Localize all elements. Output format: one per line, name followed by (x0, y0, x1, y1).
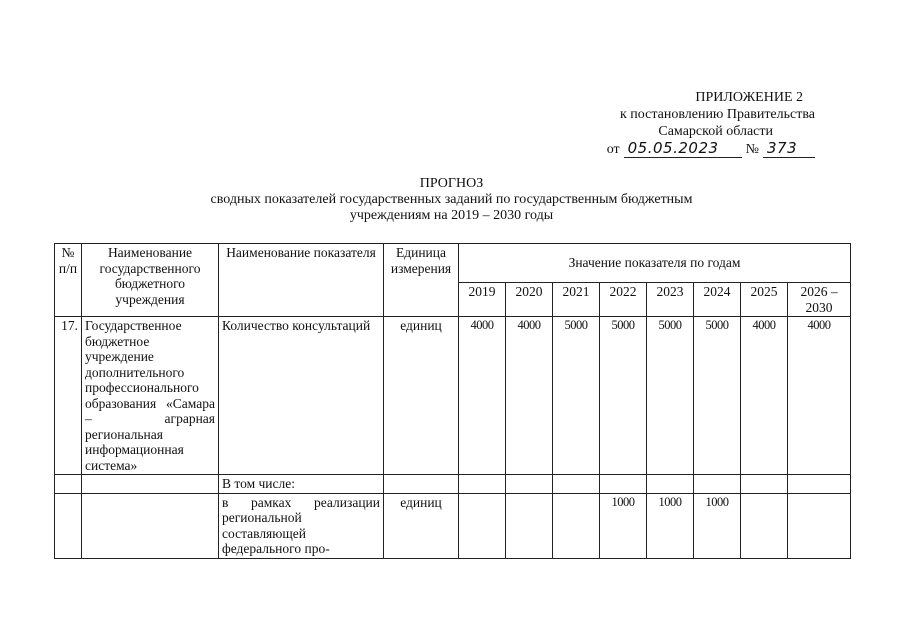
title-subtitle-2: учреждениям на 2019 – 2030 годы (349, 208, 554, 223)
table-row-including-label (55, 475, 851, 494)
document-title (0, 176, 903, 224)
appendix-resolution: к постановлению Правительства (619, 107, 815, 122)
appendix-title: ПРИЛОЖЕНИЕ 2 (695, 90, 803, 105)
value-cell (506, 493, 553, 558)
appendix-date-line (555, 140, 815, 158)
institution-name: Государственное бюджетное учреждение дополнительного профессионального образования «Самара – аграрная региональная информационная система» (82, 317, 219, 475)
number-label: № (745, 142, 759, 157)
value-cell (788, 493, 851, 558)
value-cell: 4000 (506, 317, 553, 475)
header-institution: Наименование государственного бюджетного учреждения (82, 244, 219, 317)
table-row-17 (55, 317, 851, 475)
header-year: 2023 (647, 283, 694, 317)
value-cell: 4000 (788, 317, 851, 475)
including-label: В том числе: (219, 475, 384, 494)
including-indicator: в рамках реализации региональной составляющей федерального про- (219, 493, 384, 558)
value-cell: 1000 (600, 493, 647, 558)
header-indicator: Наименование показателя (219, 244, 384, 317)
value-cell: 5000 (600, 317, 647, 475)
table-row-including (55, 493, 851, 558)
value-cell: 5000 (553, 317, 600, 475)
value-cell: 5000 (647, 317, 694, 475)
value-cell: 1000 (647, 493, 694, 558)
header-year: 2019 (459, 283, 506, 317)
title-heading: ПРОГНОЗ (419, 176, 484, 191)
header-year: 2024 (694, 283, 741, 317)
indicator-name: Количество консультаций (219, 317, 384, 475)
value-cell: 4000 (741, 317, 788, 475)
value-cell (741, 493, 788, 558)
including-unit: единиц (384, 493, 459, 558)
value-cell (459, 493, 506, 558)
appendix-region: Самарской области (658, 124, 773, 139)
header-values-group: Значение показателя по годам (459, 244, 851, 283)
handwritten-number: 373 (763, 140, 815, 158)
title-subtitle-1: сводных показателей государственных заданий по государственным бюджетным (210, 192, 693, 207)
from-label: от (606, 142, 620, 157)
header-year: 2022 (600, 283, 647, 317)
value-cell (553, 493, 600, 558)
handwritten-date: 05.05.2023 (624, 140, 742, 158)
row-number: 17. (55, 317, 82, 475)
header-year: 2025 (741, 283, 788, 317)
header-year: 2026 – 2030 (788, 283, 851, 317)
value-cell: 4000 (459, 317, 506, 475)
unit-cell: единиц (384, 317, 459, 475)
header-row-1 (55, 244, 851, 283)
value-cell: 1000 (694, 493, 741, 558)
value-cell: 5000 (694, 317, 741, 475)
header-unit: Единица измерения (384, 244, 459, 317)
header-year: 2020 (506, 283, 553, 317)
forecast-table (54, 243, 851, 559)
header-year: 2021 (553, 283, 600, 317)
appendix-block (555, 89, 815, 158)
header-num: № п/п (55, 244, 82, 317)
